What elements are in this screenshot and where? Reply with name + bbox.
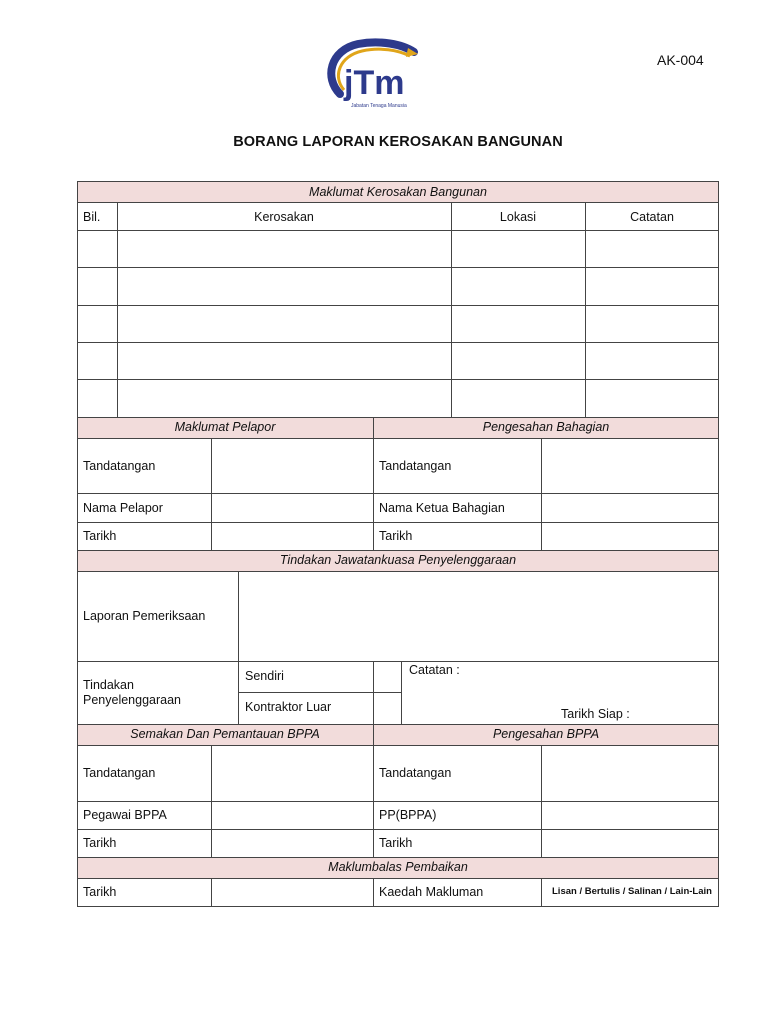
- bppa-review-header: Semakan Dan Pemantauan BPPA: [130, 727, 320, 741]
- action-label-line2: Penyelenggaraan: [83, 693, 181, 707]
- reporter-signature-label: Tandatangan: [83, 459, 156, 473]
- feedback-date-label: Tarikh: [83, 885, 117, 899]
- damage-info-header: Maklumat Kerosakan Bangunan: [309, 185, 487, 199]
- form-grid: [77, 181, 719, 907]
- col-catatan: Catatan: [630, 210, 674, 224]
- dept-head-name-label: Nama Ketua Bahagian: [379, 501, 505, 515]
- contractor-label: Kontraktor Luar: [245, 700, 332, 714]
- inspection-report-label: Laporan Pemeriksaan: [83, 609, 206, 623]
- col-lokasi: Lokasi: [499, 210, 537, 224]
- action-label-line1: Tindakan: [83, 678, 134, 692]
- repair-feedback-header: Maklumbalas Pembaikan: [328, 860, 468, 874]
- pp-bppa-label: PP(BPPA): [379, 808, 437, 822]
- notification-options: Lisan / Bertulis / Salinan / Lain-Lain: [552, 886, 712, 897]
- reporter-date-label: Tarikh: [83, 529, 117, 543]
- bppa-approval-header: Pengesahan BPPA: [492, 727, 600, 741]
- completion-date-label: Tarikh Siap :: [561, 707, 630, 721]
- bppa-review-date-label: Tarikh: [83, 836, 117, 850]
- svg-text:jTm: jTm: [344, 64, 405, 102]
- bppa-officer-label: Pegawai BPPA: [83, 808, 167, 822]
- notification-method-label: Kaedah Makluman: [379, 885, 484, 899]
- own-label: Sendiri: [245, 669, 284, 683]
- bppa-approval-date-label: Tarikh: [379, 836, 413, 850]
- col-kerosakan: Kerosakan: [254, 210, 314, 224]
- bppa-review-signature-label: Tandatangan: [83, 766, 156, 780]
- dept-date-label: Tarikh: [379, 529, 413, 543]
- action-notes-label: Catatan :: [409, 663, 460, 677]
- form-title: BORANG LAPORAN KEROSAKAN BANGUNAN: [233, 134, 563, 150]
- maintenance-action-header: Tindakan Jawatankuasa Penyelenggaraan: [279, 553, 517, 567]
- col-bil: Bil.: [83, 210, 101, 224]
- bppa-approval-signature-label: Tandatangan: [379, 766, 452, 780]
- dept-approval-header: Pengesahan Bahagian: [482, 420, 610, 434]
- damage-report-form: [77, 181, 719, 907]
- form-code: AK-004: [657, 52, 704, 68]
- reporter-info-header: Maklumat Pelapor: [174, 420, 276, 434]
- dept-signature-label: Tandatangan: [379, 459, 452, 473]
- reporter-name-label: Nama Pelapor: [83, 501, 163, 515]
- jtm-logo: [318, 38, 428, 114]
- svg-text:Jabatan Tenaga Manusia: Jabatan Tenaga Manusia: [351, 103, 407, 109]
